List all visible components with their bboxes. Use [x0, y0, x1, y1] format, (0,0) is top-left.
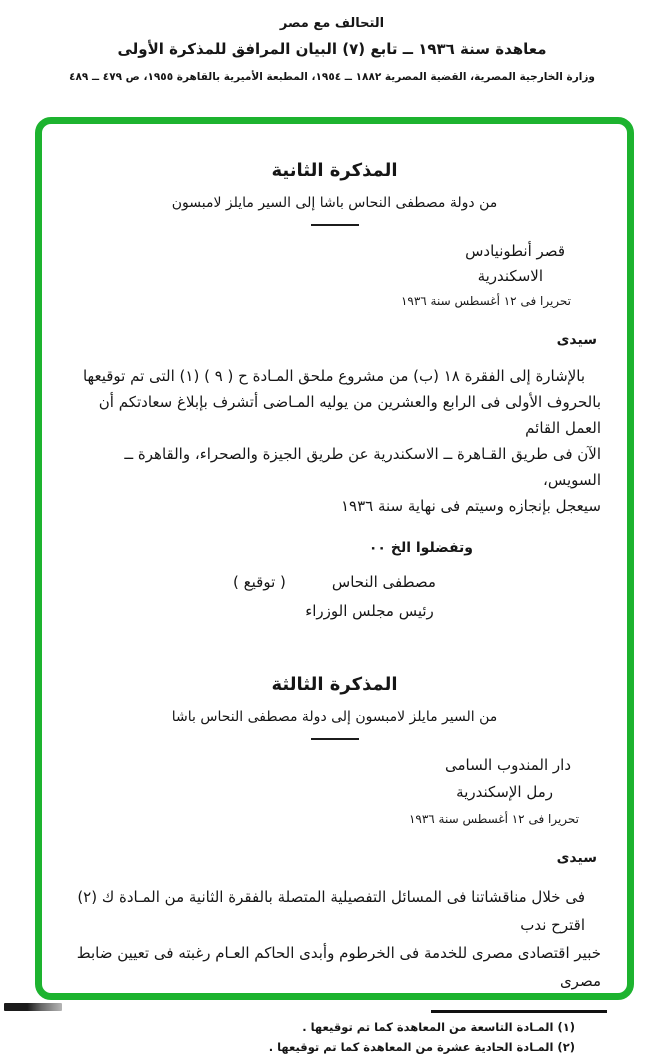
memo2-signature-label: ( توقيع ) — [233, 573, 286, 591]
footnotes-block — [68, 1020, 575, 1054]
series-title: التحالف مع مصر — [279, 16, 385, 31]
memo2-date: تحريرا فى ١٢ أغسطس سنة ١٩٣٦ — [400, 294, 571, 308]
memo3-title: المذكرة الثالثة — [271, 674, 398, 695]
highlight-border-box — [35, 117, 634, 1054]
memo3-subtitle-rule — [311, 738, 359, 740]
memo2-subtitle: من دولة مصطفى النحاس باشا إلى السير مايلز لامبسون — [171, 195, 498, 211]
memo2-address-place: قصر أنطونيادس — [465, 242, 565, 260]
memo2-signature-name: مصطفى النحاس — [331, 573, 436, 591]
memo2-title: المذكرة الثانية — [271, 160, 398, 181]
memo3-subtitle: من السير مايلز لامبسون إلى دولة مصطفى النحاس باشا — [171, 709, 498, 725]
footnote-2: (٢) المـادة الحادية عشرة من المعاهدة كما تم توقيعها . — [268, 1040, 575, 1054]
memo3-body-line: فى خلال مناقشاتنا فى المسائل التفصيلية المتصلة بالفقرة الثانية من المـادة ك (٢) اقترح ندب — [77, 888, 585, 934]
memo2-body-line: الآن فى طريق القـاهرة ــ الاسكندرية عن طريق الجيزة والصحراء، والقاهرة ــ السويس، — [124, 445, 601, 489]
memo3-body-paragraph — [68, 883, 601, 995]
memo3-address-city: رمل الإسكندرية — [456, 783, 553, 801]
footnote-separator-rule — [431, 1010, 607, 1013]
memo2-body-line: بالإشارة إلى الفقرة ١٨ (ب) من مشروع ملحق المـادة ح ( ٩ ) (١) التى تم توقيعها — [82, 367, 585, 385]
memo3-address-place: دار المندوب السامى — [444, 756, 571, 774]
page-header — [0, 16, 664, 83]
source-citation: وزارة الخارجية المصرية، القضية المصرية ١٨٨٢ ــ ١٩٥٤، المطبعة الأميرية بالقاهرة ١٩٥٥، ص ٤٧٩ ــ ٤٨٩ — [69, 71, 595, 83]
memo2-salutation: سيدى — [556, 332, 597, 348]
scan-artifact-smudge — [4, 1003, 62, 1011]
memo3-address-block — [68, 756, 601, 826]
memo2-address-block — [68, 242, 601, 308]
memo2-body-paragraph — [68, 363, 601, 519]
footnote-1: (١) المـادة التاسعة من المعاهدة كما تم توقيعها . — [302, 1020, 575, 1034]
memo2-subtitle-rule — [311, 224, 359, 226]
memo2-address-city: الاسكندرية — [477, 267, 543, 285]
memo2-body-line: سيعجل بإنجازه وسيتم فى نهاية سنة ١٩٣٦ — [340, 497, 601, 515]
memo3-salutation: سيدى — [556, 850, 597, 866]
memo2-closing: وتفضلوا الخ ٠٠ — [368, 540, 473, 556]
memo2-body-line: بالحروف الأولى فى الرابع والعشرين من يوليه المـاضى أتشرف بإبلاغ سعادتكم أن العمل القائم — [98, 393, 601, 437]
memo3-date: تحريرا فى ١٢ أغسطس سنة ١٩٣٦ — [408, 812, 579, 826]
memo3-body-line: خبير اقتصادى مصرى للخدمة فى الخرطوم وأبدى الحاكم العـام رغبته فى تعيين ضابط مصرى — [76, 944, 601, 990]
document-title: معاهدة سنة ١٩٣٦ ــ تابع (٧) البيان المرافق للمذكرة الأولى — [117, 40, 547, 58]
memo2-signature-title: رئيس مجلس الوزراء — [305, 602, 434, 620]
memo2-signature-row — [68, 573, 601, 591]
